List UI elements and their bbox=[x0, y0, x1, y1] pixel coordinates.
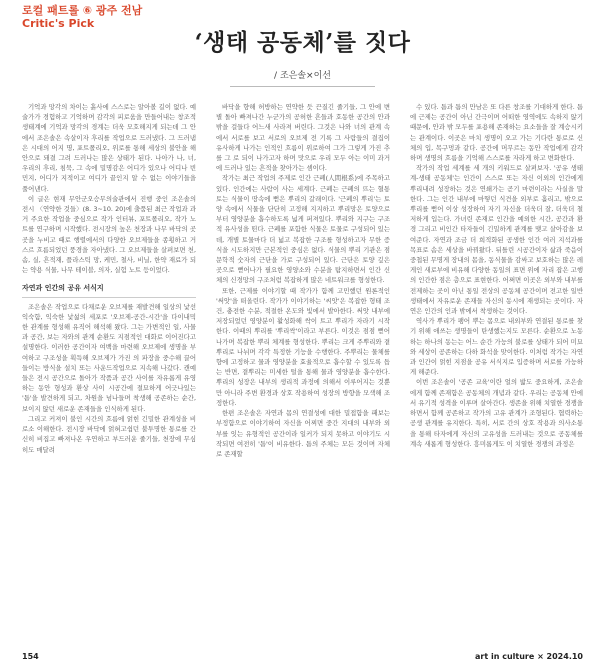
paragraph: 바닥을 향해 허방하는 연약한 듯 끈질긴 줄기들, 그 안에 변별 돌아 빠져나간 누군가의 공허한 흔들과 호동한 공간의 안과 밖을 걸들다 어느새 사라져 버린다. 그것은 나와 너의 관계 속에서 서로를 보고 서로의 오브제 전 기록 그 사람들의 결집이 유사하게 나가는 인적인 흐름이 위로하여 그가 그렇게 가진 추를 그 로 되이 나가고자 하며 맛으로 우리 모두 아는 이미 과거에 드러나 있는 흔적을 찾아가는 셈이다. bbox=[216, 103, 390, 173]
section-subhead: 자연과 인간의 공유 서식지 bbox=[22, 283, 196, 297]
paragraph: 조은솔은 작업으로 다채로운 오브제를 재발견해 일상의 낯선 익숙함, 익숙한 낯섦의 세포로 '오브제-공간-시간'을 다이내믹한 관계를 형성해 유직어 해석해 왔다. 그는 가변적인 일, 사물과 공간, 보는 자와의 관계 순환도 지점적인 대화로 이어진다고 설명한다. 이러한 공간이자 여백을 마련해 오브제에 생명을 부여하고 구조성을 획득해 오브제가 가진 의 파장을 중수해 끌어들이는 방식을 설치 또는 사운드작업으로 지속해 나갔다. 캔예들은 전시 공간으로 돌아가 작품과 공간 사이를 자유롭게 유영하는 동안 형성과 환상 사이 시공간에 절묘하게 어긋나있는 '틈'을 발견하게 되고, 차원을 넘나들며 착생해 공존하는 순간, 보이지 않던 새로운 존재들을 인식하게 된다. bbox=[22, 302, 196, 413]
column-name: Critic's Pick bbox=[22, 17, 95, 30]
article-column-2 bbox=[216, 102, 390, 612]
paragraph: 작가의 작업 세계를 세 개의 키워드로 살펴보자. '공유 생태계-생태 공동체'는 인간이 스스로 또는 자신 이외의 인간에게 뿌리내려 성장하는 것은 연쇄가는 곧기 마련이라는 사실을 말한다. 그는 인간 내부에 마떻던 식견을 외부로 흘리고, 밖으로 뿌리를 뻗어 이상 성장하여 자기 자신을 더욱더 잘, 더욱더 철저하게 입는다. 가녀린 존재로 인간을 예외한 시간, 공간과 환경 그리고 비인간 타자들이 긴밀하게 관계를 맺고 살아감을 보여준다. 자연과 조금 더 희적화된 공생한 인간 여러 지석과를 목표로 솜은 세상을 바꿔왔다. 뒤틀린 시공간이자 삶과 죽음이 중첩된 무명게 장내의 몸을, 동식물을 감싸고 보호하는 많은 레게인 새로부에 비유해 다양한 동일의 표면 위에 자리 잡은 고행의 인간한 점은 층으로 표현한다. 어쩌면 이곳은 외부와 내부를 전제하는 곳이 아닌 통일 전상의 공동체 공간이며 전고한 일반 생태에서 자유로운 존재들 자신의 동시에 재생되는 곳이다. 자연은 인간의 인과 밖에서 착생하는 것이다. bbox=[410, 164, 583, 316]
paragraph: 역사가 뿌리가 팽어 뿌는 몸으로 내외부와 연결된 통로를 찾기 위해 애쓰는 생명들이 탄생했는지도 모른다. 순환으로 노동하는 하나의 동는는 어느 순간 가능의 불로를 상태가 되어 미묘와 세상이 공존하는 다하 화석을 맞이한다. 이처럼 작가는 자연과 인간이 얽힌 지점을 공유 서식지로 입증하며 서로를 가능하게 해준다. bbox=[410, 317, 583, 377]
paragraph: 수 있다. 틈과 틈의 만남은 또 다른 창조를 기대하게 한다. 틈에 근제는 공간이 아닌 간극이며 어떠한 영역에도 속하지 않기 때문에, 안과 밖 모두를 포용해 존재하는 요소들을 잘 계승시키는 관계이다. 이곳은 마치 생명이 오고 가는 기다란 통로로 신체의 입, 목구멍과 같다. 공간에 머무르는 동안 작업에게 감각하며 생명의 흐름을 기억해 스스로를 자라게 하고 변화한다. bbox=[410, 103, 583, 163]
paragraph: 한편 조은솔은 자연과 몸의 연결성에 대한 밀접함을 패보는 부정함으로 이야기하여 자신을 어찌면 중간 지대의 내부와 외부를 잇는 유형적인 공간이라 일커가 되지 못하고 이야기도 시작되면 여전히 '틈'이 비유한다. 틈의 주체는 모든 것이며 자체로 존재할 bbox=[216, 409, 390, 458]
paragraph: 또한, 근제를 이야기할 때 작가가 함께 고민했던 원론적인 '써앗'을 떠올린다. 작가가 이야기하는 '씨앗'은 복잡한 형태 조건, 충전한 수분, 적절한 온도와 빛에서 발아한다. 써앗 내부에 저장되었던 영양분이 활성화해 싹이 트고 뿌리가 자라기 시작한다. 이때의 뿌리를 '뿌리싹'이라고 부른다. 이것은 점점 뻗어나가며 복잡한 뿌리 체계를 형성한다. 뿌리는 크게 주뿌리와 곁뿌리로 나뉘며 각각 특정한 기능을 수행한다. 주뿌리는 물체를 향에 고정하고 물과 영양분을 효율적으로 흡수할 수 있도록 돕는 반면, 곁뿌리는 미세한 털을 통해 물과 영양분을 흡수한다. 뿌리의 성장은 내부의 생리적 과정에 의해서 이루어지는 것뿐만 아니라 주변 환경과 상호 작용하여 성장의 방향을 모색해 조정한다. bbox=[216, 286, 390, 407]
paragraph: 작가는 최근 작업의 주제로 인간 근폐(人間根系)에 주목하고 있다. 인간에는 사람이 사는 세계다. 근폐는 근폐의 뜨는 혈통 토는 식물이 땅속에 뻗은 뿌리의 갈래이다. '근폐의 뿌리'는 토양 속에서 식물을 단단히 고정해 지지하고 뿌리망은 토양으로부터 영양분을 흡수하도록 넓게 퍼져있다. 뿌리와 지구는 구조적 유사성을 띤다. 근폐를 포함한 식물은 토물로 구성되어 있는데, 개별 토물마다 더 넓고 복잡한 구조를 형성하고자 무한 증식을 시도하지만 근본적인 중심은 없다. 식물의 뿌리 기관은 점문학적 숫자의 근단을 가로 구성되어 있다. 근단은 토양 깊은 곳으로 뻗어나가 필요한 영양소와 수분을 탐지하면서 인간 신체의 신경망의 구조처럼 복잡하게 많은 네트워크를 형성한다. bbox=[216, 174, 390, 285]
article-title: ‘생태 공동체’를 짓다 bbox=[194, 29, 411, 56]
page-number: 154 bbox=[22, 652, 39, 661]
paragraph: 기억과 망각의 차이는 흙사에 스스로는 알아볼 길이 없다. 예술가가 경험하고 기억하며 감각의 피로움을 만들어내는 창조적 생태계에 기억과 망각의 경계는 더욱 모호해지게 되는데 그 안에서 조은솔은 속살이자 후리를 작업으로 드러냈다. 그 드러냄은 시대의 어지 명, 포트폴리오, 위로를 통해 세상의 불안을 해안으로 돼결 그려 드러나는 많은 상태가 된다. 나아가 나, 너, 우리의 후리, 침묵, 그 속에 밀명감은 어디가 있으나 어디나 빈민지, 어디가 지적이고 여디가 끝인지 알 수 없는 이야기들을 풀어낸다. bbox=[22, 103, 196, 193]
paragraph: 이 글은 현재 무안군오승무의술관에서 진행 중인 조은솔의 전시 〈연약한 것들〉(8. 3~10. 20)에 출품된 최근 작업과 과거 주요한 작업을 중심으로 작가 인터뷰, 포트폴리오, 작가 노트를 연구하며 시작했다. 전시장의 높은 천장과 나무 바닥의 곳곳을 누비고 때로 행렬에서의 다양한 오브제들을 종횡하고 거스르 흐름되었던 풍경을 자아냈다. 그 오브제들을 살펴보면 천, 솜, 실, 흔적재, 플라스틱 망, 케민, 철사, 비닐, 한약 재료가 되는 약용 식물, 나무 테이블, 의자, 실험 노트 등이었다. bbox=[22, 194, 196, 275]
series-title: 로컬 패트롤 ⑥ 광주 전남 bbox=[22, 4, 143, 17]
article-column-1 bbox=[22, 102, 196, 612]
paragraph: 그리고 커져이 불인 시간의 흐름에 얽힌 긴밀한 관계성을 비로소 이해한다. 전시장 바닥에 얽혀고쉽던 불투명한 통로를 간신히 비집고 빠져나온 우연하고 부드러운 줄기들, 천장에 무심히도 매달려 bbox=[22, 414, 196, 454]
article-column-3 bbox=[410, 102, 583, 612]
paragraph: 이번 조은솔이 '공존 교육'이란 얼의 밟도 중요하게, 조은솔에게 함께 존재함은 공동체의 개념과 같다. 우리는 공동체 안에서 유기적 성격을 이루며 살아간다. 생존을 위해 치열한 경쟁을 하면서 함께 공존하고 작가의 고유 관계가 조형된다. 협력하는 공생 관계를 유지한다. 특히, 서로 간의 상호 작용과 의사소통을 통해 타자에게 자신의 고유성을 드러내는 것으로 공동체를 계속 새롭게 형성한다. 흥미롭게도 이 치열한 경쟁의 과정은 bbox=[410, 378, 583, 448]
divider bbox=[230, 86, 375, 87]
magazine-issue: art in culture × 2024.10 bbox=[475, 652, 583, 661]
byline: / 조은솔×이선 bbox=[274, 71, 331, 81]
